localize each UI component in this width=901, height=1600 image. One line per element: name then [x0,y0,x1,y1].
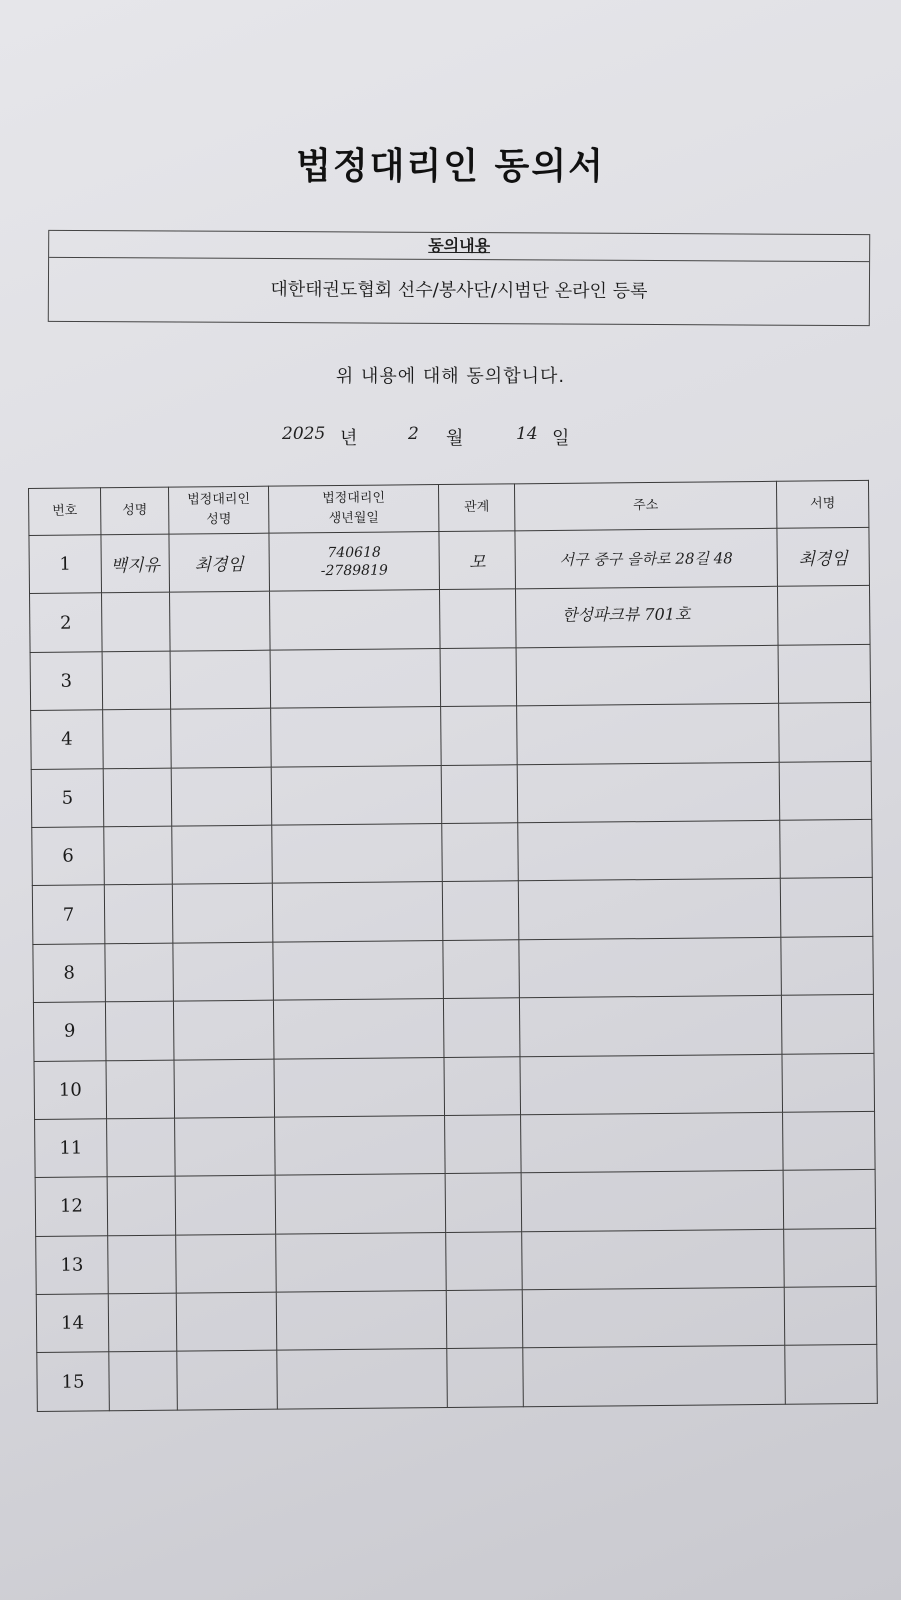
table-row [29,527,870,593]
row-number: 11 [35,1119,108,1178]
guardian-table [28,480,878,1412]
row-number: 9 [33,1002,106,1061]
consent-header [49,231,869,262]
agreement-statement: 위 내용에 대해 동의합니다. [335,366,566,387]
row-number: 8 [33,944,106,1003]
table-row [36,1286,877,1352]
date-day-unit: 일 [552,428,570,449]
table-row [34,1053,875,1119]
date-day-handwritten: 14 [516,424,538,444]
row-number: 12 [35,1177,108,1236]
table-header-row [29,480,869,535]
row-number: 6 [32,827,105,886]
consent-box [48,230,870,326]
date-row [0,424,901,454]
row-number: 2 [30,593,103,652]
table-row [32,878,873,944]
date-month-handwritten: 2 [408,424,419,444]
date-year-handwritten: 2025 [282,424,326,444]
table-row [37,1345,878,1411]
table-row [33,995,874,1061]
guardian-birth-line-2: -2789819 [320,562,388,579]
table-row [31,761,872,827]
row-number: 13 [36,1235,109,1294]
row-number: 1 [29,535,102,594]
signature-handwritten: 최경임 [777,527,870,586]
table-row [32,819,873,885]
header-relation: 관계 [438,484,514,532]
table-row [30,586,871,652]
row-number: 10 [34,1060,107,1119]
document-title: 법정대리인 동의서 [296,146,605,187]
date-year-unit: 년 [340,428,358,449]
header-name: 성명 [101,487,169,535]
consent-header-label: 동의내용 [428,235,491,256]
row-number: 5 [31,768,104,827]
consent-content: 대한태권도협회 선수/봉사단/시범단 온라인 등록 [270,279,648,302]
table-row [31,703,872,769]
row-number: 4 [31,710,104,769]
table-row [30,644,871,710]
table-row [33,936,874,1002]
table-row [36,1228,877,1294]
row-number: 14 [36,1294,109,1353]
row-number: 7 [32,885,105,944]
header-signature: 서명 [776,480,868,528]
guardian-birth-handwritten [269,532,440,592]
relation-handwritten: 모 [439,531,516,590]
header-no: 번호 [29,488,101,536]
header-address: 주소 [514,481,776,531]
guardian-birth-line-1: 740618 [327,544,381,561]
date-month-unit: 월 [446,428,464,449]
table-row [35,1170,876,1236]
student-name-handwritten: 백지유 [101,534,170,593]
row-number: 15 [37,1352,110,1411]
guardian-table-wrapper [28,480,877,1412]
header-guardian-birth: 법정대리인 생년월일 [268,485,438,534]
guardian-name-handwritten: 최경임 [169,533,270,592]
table-row [35,1111,876,1177]
header-guardian-name: 법정대리인 성명 [168,486,268,534]
row-number: 3 [30,652,103,711]
address-handwritten: 서구 중구 을하로 28길 48 [515,528,778,589]
address-continuation-handwritten: 한성파크뷰 701호 [561,604,691,625]
